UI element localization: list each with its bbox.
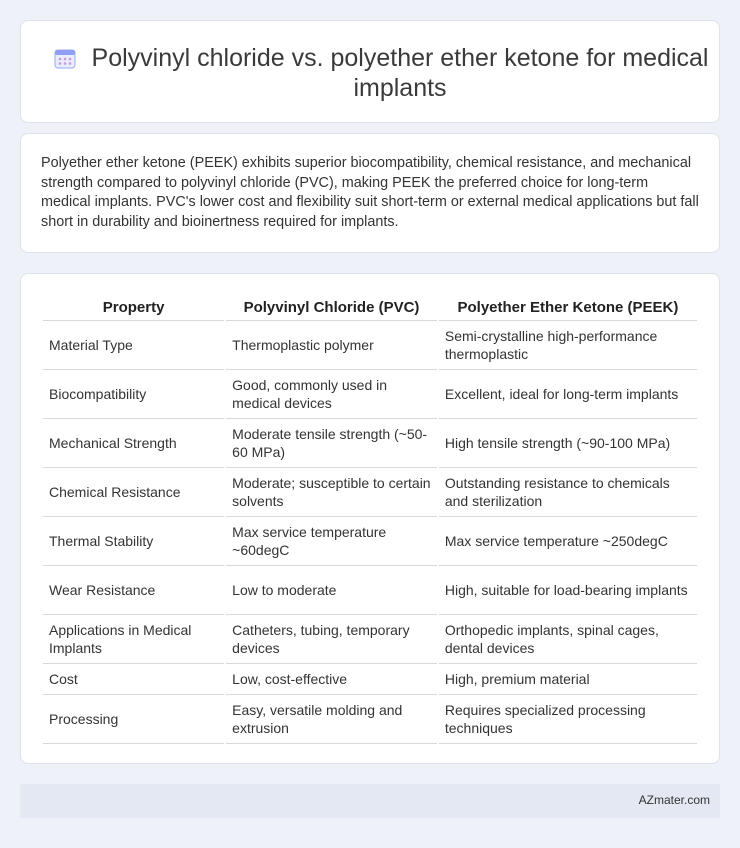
- property-cell: Applications in Medical Implants: [43, 615, 224, 664]
- table-row: [43, 615, 697, 664]
- page-title: Polyvinyl chloride vs. polyether ether ketone for medical implants: [91, 44, 709, 102]
- table-row: [43, 695, 697, 744]
- table-row: [43, 321, 697, 370]
- property-cell: Biocompatibility: [43, 370, 224, 419]
- table-row: [43, 468, 697, 517]
- property-cell: Wear Resistance: [43, 566, 224, 615]
- table-row: [43, 664, 697, 695]
- property-cell: Thermal Stability: [43, 517, 224, 566]
- peek-cell: High, suitable for load-bearing implants: [439, 566, 697, 615]
- table-row: [43, 370, 697, 419]
- title-card: [20, 20, 720, 123]
- pvc-cell: Low, cost-effective: [226, 664, 437, 695]
- header-pvc: Polyvinyl Chloride (PVC): [226, 292, 437, 321]
- footer-bar: [20, 784, 720, 818]
- property-cell: Processing: [43, 695, 224, 744]
- pvc-cell: Good, commonly used in medical devices: [226, 370, 437, 419]
- pvc-cell: Low to moderate: [226, 566, 437, 615]
- comparison-table: [41, 292, 699, 744]
- peek-cell: Outstanding resistance to chemicals and sterilization: [439, 468, 697, 517]
- property-cell: Mechanical Strength: [43, 419, 224, 468]
- pvc-cell: Max service temperature ~60degC: [226, 517, 437, 566]
- peek-cell: Semi-crystalline high-performance thermoplastic: [439, 321, 697, 370]
- footer-brand[interactable]: AZmater.com: [638, 793, 710, 807]
- comparison-table-card: [20, 273, 720, 764]
- header-property: Property: [43, 292, 224, 321]
- header-peek: Polyether Ether Ketone (PEEK): [439, 292, 697, 321]
- pvc-cell: Catheters, tubing, temporary devices: [226, 615, 437, 664]
- peek-cell: Orthopedic implants, spinal cages, dental devices: [439, 615, 697, 664]
- table-header-row: [43, 292, 697, 321]
- property-cell: Material Type: [43, 321, 224, 370]
- peek-cell: Requires specialized processing techniques: [439, 695, 697, 744]
- table-row: [43, 566, 697, 615]
- table-row: [43, 419, 697, 468]
- pvc-cell: Moderate tensile strength (~50-60 MPa): [226, 419, 437, 468]
- pvc-cell: Thermoplastic polymer: [226, 321, 437, 370]
- peek-cell: Excellent, ideal for long-term implants: [439, 370, 697, 419]
- peek-cell: High tensile strength (~90-100 MPa): [439, 419, 697, 468]
- property-cell: Cost: [43, 664, 224, 695]
- property-cell: Chemical Resistance: [43, 468, 224, 517]
- peek-cell: High, premium material: [439, 664, 697, 695]
- summary-text: Polyether ether ketone (PEEK) exhibits superior biocompatibility, chemical resistance, and mechanical strength compared to polyvinyl chloride (PVC), making PEEK the preferred choice for long-term medical implants. PVC's lower cost and flexibility suit short-term or external medical applications but fall short in durability and bioinertness required for implants.: [41, 155, 699, 230]
- peek-cell: Max service temperature ~250degC: [439, 517, 697, 566]
- table-row: [43, 517, 697, 566]
- pvc-cell: Easy, versatile molding and extrusion: [226, 695, 437, 744]
- summary-card: [20, 133, 720, 253]
- pvc-cell: Moderate; susceptible to certain solvents: [226, 468, 437, 517]
